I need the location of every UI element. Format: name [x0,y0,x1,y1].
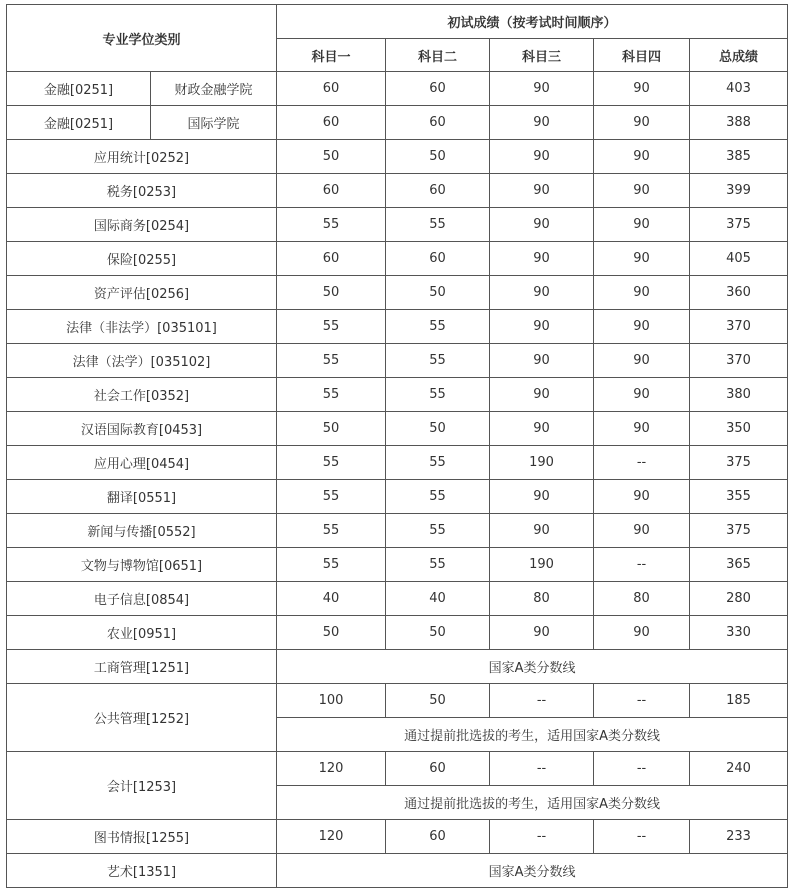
subject-4-score: 90 [594,276,690,310]
program-name: 金融[0251] [7,106,151,140]
subject-2-score: 60 [386,752,490,786]
subject-3-score: 90 [490,72,594,106]
subject-3-score: 90 [490,480,594,514]
program-name: 国际商务[0254] [7,208,277,242]
score-table [6,4,788,888]
subject-3-score: 190 [490,446,594,480]
table-row [7,72,788,106]
table-row [7,412,788,446]
table-row [7,548,788,582]
total-score: 280 [690,582,788,616]
total-score: 350 [690,412,788,446]
subject-3-score: -- [490,752,594,786]
program-name: 农业[0951] [7,616,277,650]
total-score: 370 [690,310,788,344]
subject-3-score: 90 [490,174,594,208]
total-score: 385 [690,140,788,174]
subject-4-score: 90 [594,616,690,650]
subject-1-score: 60 [277,242,386,276]
subject-4-score: 90 [594,242,690,276]
table-row [7,514,788,548]
total-score: 388 [690,106,788,140]
total-score: 233 [690,820,788,854]
program-name: 法律（法学）[035102] [7,344,277,378]
table-row [7,446,788,480]
subject-4-score: -- [594,446,690,480]
subject-1-score: 55 [277,548,386,582]
table-row [7,752,788,786]
subject-3-score: 90 [490,140,594,174]
program-name: 保险[0255] [7,242,277,276]
total-score: 403 [690,72,788,106]
table-row [7,106,788,140]
total-score: 365 [690,548,788,582]
subject-1-score: 55 [277,378,386,412]
subject-3-score: 90 [490,514,594,548]
total-score: 375 [690,446,788,480]
subject-3-score: 90 [490,106,594,140]
subject-1-score: 60 [277,106,386,140]
table-row [7,208,788,242]
table-row [7,480,788,514]
subject-3-score: 90 [490,208,594,242]
note-cell: 通过提前批选拔的考生，适用国家A类分数线 [277,718,788,752]
subject-4-score: 90 [594,72,690,106]
subject-3-score: 90 [490,344,594,378]
subject-3-score: 80 [490,582,594,616]
program-name: 法律（非法学）[035101] [7,310,277,344]
subject-2-score: 50 [386,616,490,650]
subject-2-score: 55 [386,514,490,548]
program-name: 会计[1253] [7,752,277,820]
subject-1-score: 50 [277,140,386,174]
subject-1-score: 100 [277,684,386,718]
subject-1-score: 120 [277,820,386,854]
subject-4-score: 90 [594,106,690,140]
program-name: 应用统计[0252] [7,140,277,174]
total-score: 370 [690,344,788,378]
program-name: 新闻与传播[0552] [7,514,277,548]
subject-2-score: 55 [386,548,490,582]
subject-4-score: -- [594,820,690,854]
subject-2-score: 60 [386,174,490,208]
total-score: 240 [690,752,788,786]
program-name: 汉语国际教育[0453] [7,412,277,446]
college-name: 财政金融学院 [151,72,277,106]
table-row [7,378,788,412]
subject-2-score: 60 [386,242,490,276]
subject-3-score: 90 [490,310,594,344]
total-score: 399 [690,174,788,208]
subject-2-score: 60 [386,106,490,140]
subject-2-header: 科目二 [386,39,490,72]
subject-1-score: 120 [277,752,386,786]
program-name: 社会工作[0352] [7,378,277,412]
subject-4-score: 90 [594,140,690,174]
subject-3-score: 190 [490,548,594,582]
subject-4-score: 90 [594,514,690,548]
subject-4-score: 90 [594,378,690,412]
note-cell: 国家A类分数线 [277,650,788,684]
program-name: 工商管理[1251] [7,650,277,684]
header-row [7,5,788,39]
total-score: 360 [690,276,788,310]
note-cell: 通过提前批选拔的考生，适用国家A类分数线 [277,786,788,820]
subject-4-score: -- [594,548,690,582]
total-score: 375 [690,514,788,548]
subject-2-score: 55 [386,310,490,344]
subject-2-score: 55 [386,378,490,412]
subject-4-score: -- [594,752,690,786]
program-name: 翻译[0551] [7,480,277,514]
total-score: 375 [690,208,788,242]
program-name: 金融[0251] [7,72,151,106]
subject-1-score: 50 [277,276,386,310]
program-name: 税务[0253] [7,174,277,208]
subject-2-score: 55 [386,344,490,378]
program-name: 电子信息[0854] [7,582,277,616]
subject-1-score: 50 [277,412,386,446]
subject-4-score: 80 [594,582,690,616]
subject-4-header: 科目四 [594,39,690,72]
subject-2-score: 60 [386,72,490,106]
total-score: 380 [690,378,788,412]
total-score: 330 [690,616,788,650]
subject-2-score: 50 [386,276,490,310]
program-name: 文物与博物馆[0651] [7,548,277,582]
subject-3-header: 科目三 [490,39,594,72]
program-name: 艺术[1351] [7,854,277,888]
note-cell: 国家A类分数线 [277,854,788,888]
subject-2-score: 55 [386,208,490,242]
table-row [7,820,788,854]
subject-4-score: 90 [594,174,690,208]
subject-3-score: 90 [490,378,594,412]
total-header: 总成绩 [690,39,788,72]
subject-2-score: 50 [386,140,490,174]
college-name: 国际学院 [151,106,277,140]
program-name: 公共管理[1252] [7,684,277,752]
subject-1-score: 55 [277,480,386,514]
subject-3-score: 90 [490,616,594,650]
subject-1-score: 55 [277,310,386,344]
table-row [7,174,788,208]
total-score: 405 [690,242,788,276]
subject-1-score: 40 [277,582,386,616]
subject-1-score: 60 [277,174,386,208]
subject-1-score: 50 [277,616,386,650]
subject-4-score: 90 [594,480,690,514]
subject-4-score: 90 [594,344,690,378]
subject-3-score: -- [490,684,594,718]
category-header: 专业学位类别 [7,5,277,72]
subject-3-score: 90 [490,276,594,310]
subject-2-score: 60 [386,820,490,854]
program-name: 图书情报[1255] [7,820,277,854]
subject-3-score: 90 [490,242,594,276]
table-row [7,344,788,378]
table-row [7,140,788,174]
table-row [7,650,788,684]
table-row [7,616,788,650]
table-row [7,310,788,344]
table-row [7,582,788,616]
subject-2-score: 55 [386,446,490,480]
subject-1-score: 55 [277,514,386,548]
subject-4-score: 90 [594,208,690,242]
subject-2-score: 50 [386,412,490,446]
subject-1-score: 55 [277,344,386,378]
subject-4-score: 90 [594,412,690,446]
subject-4-score: -- [594,684,690,718]
program-name: 应用心理[0454] [7,446,277,480]
table-row [7,684,788,718]
subject-2-score: 40 [386,582,490,616]
table-row [7,242,788,276]
subject-1-score: 60 [277,72,386,106]
total-score: 355 [690,480,788,514]
subject-1-score: 55 [277,208,386,242]
subject-1-header: 科目一 [277,39,386,72]
subject-2-score: 55 [386,480,490,514]
subject-4-score: 90 [594,310,690,344]
program-name: 资产评估[0256] [7,276,277,310]
subject-2-score: 50 [386,684,490,718]
table-row [7,854,788,888]
subject-3-score: -- [490,820,594,854]
exam-title-header: 初试成绩（按考试时间顺序） [277,5,788,39]
subject-3-score: 90 [490,412,594,446]
total-score: 185 [690,684,788,718]
table-row [7,276,788,310]
subject-1-score: 55 [277,446,386,480]
